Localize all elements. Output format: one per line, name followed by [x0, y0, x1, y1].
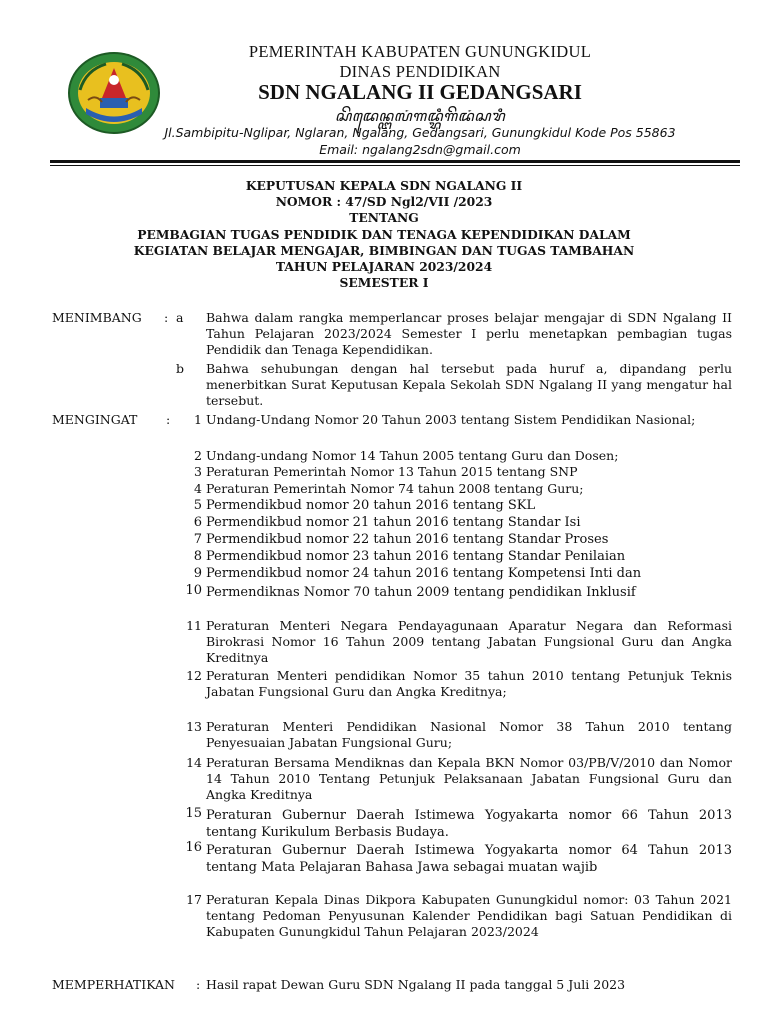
list-item: Peraturan Menteri Negara Pendayagunaan Aparatur Negara dan Reformasi Birokrasi Nomor 16 Tahun 2009 tentang Jabatan Fungsional Guru dan Angka Kreditnya [206, 618, 732, 665]
list-item: Undang-Undang Nomor 20 Tahun 2003 tentang Sistem Pendidikan Nasional; [206, 412, 696, 427]
list-item-number: 13 [186, 719, 202, 734]
menimbang-marker-a: a [176, 310, 184, 325]
list-item-number: 12 [186, 668, 202, 683]
decree-number: NOMOR : 47/SD Ngl2/VII /2023 [275, 194, 493, 209]
decree-academic-year: TAHUN PELAJARAN 2023/2024 [275, 259, 493, 274]
decree-subject-line-2: KEGIATAN BELAJAR MENGAJAR, BIMBINGAN DAN TUGAS TAMBAHAN [133, 243, 635, 258]
list-item-number: 1 [194, 412, 202, 427]
list-item: Peraturan Bersama Mendiknas dan Kepala BKN Nomor 03/PB/V/2010 dan Nomor 14 Tahun 2010 Tentang Petunjuk Pelaksanaan Jabatan Fungsional Guru dan Angka Kreditnya [206, 755, 732, 802]
letterhead-divider-thin [50, 165, 740, 166]
list-item-number: 16 [185, 840, 202, 855]
school-address: Jl.Sambipitu-Nglipar, Nglaran, Ngalang, Gedangsari, Gunungkidul Kode Pos 55863 [164, 125, 676, 140]
list-item: Peraturan Gubernur Daerah Istimewa Yogyakarta nomor 64 Tahun 2013 tentang Mata Pelajaran Bahasa Jawa sebagai muatan wajib [206, 843, 732, 875]
decree-subject-line-1: PEMBAGIAN TUGAS PENDIDIK DAN TENAGA KEPENDIDIKAN DALAM [137, 227, 631, 242]
list-item-number: 11 [186, 618, 202, 633]
menimbang-label: MENIMBANG [52, 310, 142, 325]
list-item: Peraturan Kepala Dinas Dikpora Kabupaten Gunungkidul nomor: 03 Tahun 2021 tentang Pedoman Penyusunan Kalender Pendidikan bagi Satuan Pendidikan di Kabupaten Gunungkidul Tahun Pelajaran 2023/2024 [206, 892, 732, 939]
list-item: Peraturan Pemerintah Nomor 13 Tahun 2015 tentang SNP [206, 464, 578, 479]
list-item-number: 10 [185, 583, 202, 598]
list-item-number: 6 [193, 515, 202, 530]
mengingat-label: MENGINGAT [52, 412, 138, 427]
menimbang-marker-b: b [176, 361, 185, 376]
list-item: Permendikbud nomor 22 tahun 2016 tentang Standar Proses [206, 532, 609, 547]
list-item-number: 9 [193, 566, 202, 581]
decree-semester: SEMESTER I [339, 275, 429, 290]
list-item-number: 17 [186, 892, 202, 907]
list-item: Permendikbud nomor 21 tahun 2016 tentang Standar Isi [206, 515, 581, 530]
list-item: Peraturan Pemerintah Nomor 74 tahun 2008 tentang Guru; [206, 481, 584, 496]
department-name: DINAS PENDIDIKAN [339, 62, 501, 81]
memperhatikan-colon: : [196, 977, 201, 992]
memperhatikan-text: Hasil rapat Dewan Guru SDN Ngalang II pada tanggal 5 Juli 2023 [206, 977, 626, 992]
list-item: Peraturan Menteri pendidikan Nomor 35 tahun 2010 tentang Petunjuk Teknis Jabatan Fungsional Guru dan Angka Kreditnya; [206, 668, 732, 699]
list-item-number: 14 [186, 755, 202, 770]
list-item: Permendikbud nomor 24 tahun 2016 tentang Kompetensi Inti dan [206, 566, 642, 581]
letterhead-divider-thick [50, 160, 740, 163]
list-item: Peraturan Gubernur Daerah Istimewa Yogyakarta nomor 66 Tahun 2013 tentang Kurikulum Berbasis Budaya. [206, 808, 732, 840]
government-name: PEMERINTAH KABUPATEN GUNUNGKIDUL [248, 42, 592, 61]
list-item-number: 2 [194, 448, 202, 463]
menimbang-item-a: Bahwa dalam rangka memperlancar proses belajar mengajar di SDN Ngalang II Tahun Pelajaran 2023/2024 Semester I perlu menetapkan pembagian tugas Pendidik dan Tenaga Kependidikan. [206, 310, 732, 357]
javanese-script-name: ꦱꦼꦢꦺꦤ꧀ꦔꦭꦁꦒꦢ꧀ꦫꦶꦒꦼꦢꦁꦱꦫꦶ [334, 107, 506, 125]
menimbang-colon: : [164, 310, 169, 325]
list-item: Permendiknas Nomor 70 tahun 2009 tentang pendidikan Inklusif [206, 585, 636, 600]
list-item: Permendikbud nomor 23 tahun 2016 tentang Standar Penilaian [206, 549, 626, 564]
decree-title: KEPUTUSAN KEPALA SDN NGALANG II [245, 178, 523, 193]
list-item-number: 8 [193, 549, 202, 564]
list-item: Undang-undang Nomor 14 Tahun 2005 tentang Guru dan Dosen; [206, 448, 619, 463]
list-item-number: 7 [193, 532, 202, 547]
decree-about: TENTANG [349, 210, 419, 225]
list-item-number: 15 [185, 806, 202, 821]
mengingat-colon: : [166, 412, 171, 427]
list-item: Permendikbud nomor 20 tahun 2016 tentang SKL [206, 498, 536, 513]
school-name: SDN NGALANG II GEDANGSARI [258, 80, 582, 104]
menimbang-item-b: Bahwa sehubungan dengan hal tersebut pada huruf a, dipandang perlu menerbitkan Surat Keputusan Kepala Sekolah SDN Ngalang II yang mengatur hal tersebut. [206, 361, 732, 408]
list-item-number: 3 [194, 464, 202, 479]
school-email: Email: ngalang2sdn@gmail.com [319, 142, 521, 157]
list-item: Peraturan Menteri Pendidikan Nasional Nomor 38 Tahun 2010 tentang Penyesuaian Jabatan Fungsional Guru; [206, 719, 732, 750]
list-item-number: 5 [193, 498, 202, 513]
memperhatikan-label: MEMPERHATIKAN [52, 977, 175, 992]
list-item-number: 4 [194, 481, 202, 496]
